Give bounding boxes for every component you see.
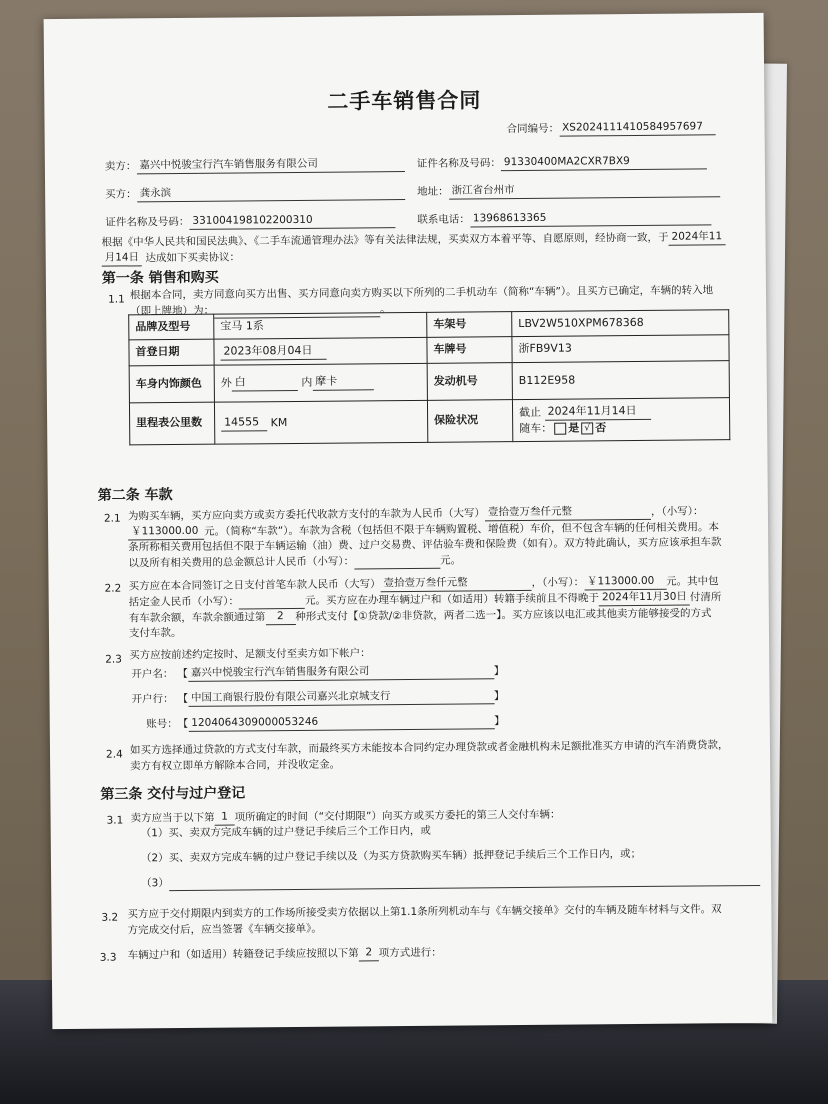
mileage-label: 里程表公里数 <box>129 402 214 445</box>
deposit-field <box>239 595 305 610</box>
insurance-deadline: 2024年11月14日 <box>544 403 650 421</box>
clause-2-4-line-2: 卖方有权立即单方解除本合同，并没收定金。 <box>130 758 341 773</box>
seller-id-row: 证件名称及号码： 91330400MA2CXR7BX9 <box>417 153 707 172</box>
yes-checkbox <box>554 422 566 434</box>
article-2-heading: 第二条 车款 <box>97 487 173 504</box>
interior-color: 摩卡 <box>312 374 373 391</box>
insurance-follow-row: 随车： 是 √ 否 <box>519 421 607 435</box>
agreement-date-a: 2024年11 <box>668 229 725 246</box>
clause-2-1-line-1: 为购买车辆，买方应向卖方或卖方委托代收款方支付的车款为人民币（大写） 壹拾壹万叁仟元整 ，（小写）： <box>127 505 704 523</box>
account-name: 嘉兴中悦骏宝行汽车销售服务有限公司 <box>188 663 494 682</box>
intro-line-2: 月14日 达成如下买卖协议： <box>102 249 240 266</box>
clause-number: 2.3 <box>105 653 122 666</box>
clause-2-4-line-1: 如买方选择通过贷款的方式支付车款，而最终买方未能按本合同约定办理贷款或者金融机构未足额批准买方申请的汽车消费贷款， <box>129 739 729 757</box>
seller-name: 嘉兴中悦骏宝行汽车销售服务有限公司 <box>136 156 404 175</box>
clause-2-2-line-1: 买方应在本合同签订之日支付首笔车款人民币（大写） 壹拾壹万叁仟元整 ，（小写）： ￥113000.00 元。其中包 <box>128 574 719 593</box>
reg-date-value: 2023年08月04日 <box>220 343 326 361</box>
engine-label: 发动机号 <box>427 362 512 400</box>
exterior-color: 白 <box>232 374 298 392</box>
brand-value: 宝马 1系 <box>214 312 427 339</box>
buyer-phone: 13968613365 <box>470 209 711 227</box>
mileage-unit: KM <box>270 415 288 430</box>
clause-2-1-line-4: 以及所有相关费用的总金额总计人民币（小写）： 元。 <box>128 554 462 570</box>
contract-number-value: XS2024111410584957697 <box>559 119 715 137</box>
account-bank-row: 开户行： 【 中国工商银行股份有限公司嘉兴北京城支行 】 <box>131 690 505 706</box>
contract-page <box>44 13 773 1029</box>
article-1-heading: 第一条 销售和购买 <box>101 269 219 287</box>
phone-row: 联系电话： 13968613365 <box>417 209 711 228</box>
mileage-cell <box>214 400 427 444</box>
clause-2-2-line-4: 支付车款。 <box>128 626 182 640</box>
plate-value: 浙FB9V13 <box>512 335 729 363</box>
document-title: 二手车销售合同 <box>327 88 482 114</box>
price-small: ￥113000.00 <box>128 524 204 541</box>
vehicle-info-table <box>128 309 730 445</box>
account-number: 1204064309000053246 <box>188 713 494 732</box>
clause-number: 3.1 <box>106 814 124 827</box>
clause-1-1-line-1: 根据本合同，卖方同意向买方出售、买方同意向卖方购买以下所列的二手机动车（简称“车辆”）。且买方已确定，车辆的转入地 <box>129 284 714 302</box>
buyer-id-row: 证件名称及号码： 331004198102200310 <box>105 212 395 231</box>
plate-label: 车牌号 <box>427 337 512 364</box>
first-payment-upper: 壹拾壹万叁仟元整 <box>380 575 531 593</box>
clause-1-1-line-2: （即上牌地）为： 。 <box>130 303 391 318</box>
account-bank: 中国工商银行股份有限公司嘉兴北京城支行 <box>188 688 494 707</box>
insurance-cell <box>512 398 729 442</box>
clause-2-3-line: 买方应按前述约定按时、足额支付至卖方如下帐户： <box>129 647 371 662</box>
address-row: 地址： 浙江省台州市 <box>417 181 720 200</box>
insurance-deadline-row: 截止 2024年11月14日 <box>519 402 723 421</box>
delivery-option: 1 <box>215 810 235 826</box>
clause-3-3-line: 车辆过户和（如适用）转籍登记手续应按照以下第 2 项方式进行： <box>127 946 442 962</box>
payment-method: 2 <box>265 609 295 625</box>
seller-id: 91330400MA2CXR7BX9 <box>501 153 707 171</box>
clause-3-1-option-3: （3） <box>141 871 760 892</box>
first-payment-small: ￥113000.00 <box>584 574 666 591</box>
balance-deadline: 2024年11月30日 <box>599 590 690 607</box>
buyer-address: 浙江省台州市 <box>449 181 720 200</box>
color-cell: 外 白 内 摩卡 <box>214 363 427 402</box>
vin-label: 车架号 <box>427 312 512 338</box>
reg-date-label: 首登日期 <box>129 339 214 366</box>
agreement-date-b: 月14日 <box>102 250 143 267</box>
clause-number: 3.3 <box>99 951 117 964</box>
buyer-name: 龚永滨 <box>137 184 405 203</box>
reg-date-cell <box>214 337 427 365</box>
clause-3-1-option-2: （2）买、卖双方完成车辆的过户登记手续以及（为买方贷款购买车辆）抵押登记手续后三个工作日内，或； <box>140 847 642 865</box>
engine-value: B112E958 <box>512 361 729 400</box>
transfer-option: 2 <box>359 945 379 961</box>
account-name-row: 开户名： 【 嘉兴中悦骏宝行汽车销售服务有限公司 】 <box>131 665 505 681</box>
price-upper: 壹拾壹万叁仟元整 <box>485 504 651 522</box>
article-3-heading: 第三条 交付与过户登记 <box>100 785 246 803</box>
seller-row: 卖方： 嘉兴中悦骏宝行汽车销售服务有限公司 <box>105 156 405 175</box>
account-number-row: 账号：【 1204064309000053246 】 <box>146 715 505 731</box>
clause-3-2-line-1: 买方应于交付期限内到卖方的工作场所接受卖方依据以上第1.1条所列机动车与《车辆交接单》交付的车辆及随车材料与文件。双 <box>127 903 722 921</box>
clause-2-2-line-2: 括定金人民币（小写）： 元。买方应在办理车辆过户和（如适用）转籍手续前且不得晚于 2024年11月30日 付清所 <box>128 590 722 609</box>
no-checkbox-checked: √ <box>581 422 593 434</box>
clause-number: 2.1 <box>103 512 121 525</box>
clause-3-2-line-2: 方完成交付后，应当签署《车辆交接单》。 <box>127 922 322 937</box>
color-label: 车身内饰颜色 <box>129 365 214 403</box>
vin-value: LBV2W510XPM678368 <box>512 310 729 337</box>
insurance-label: 保险状况 <box>427 399 512 442</box>
total-amount-field <box>354 555 440 570</box>
buyer-id: 331004198102200310 <box>189 212 395 230</box>
clause-2-1-line-3: 条所称相关费用包括但不限于车辆运输（油）费、过户交易费、评估验车费和保险费（如有）。双方特此确认，买方应该承担车款 <box>128 536 722 554</box>
contract-number: 合同编号： XS2024111410584957697 <box>507 119 716 137</box>
clause-2-2-line-3: 有车款余额，车款余额通过第 2 种形式支付【①贷款/②非贷款，两者二选一】。买方应该以电汇或其他卖方能够接受的方式 <box>128 607 712 625</box>
mileage-value: 14555 <box>221 414 267 431</box>
option-3-field <box>169 872 760 891</box>
clause-3-1-option-1: （1）买、卖双方完成车辆的过户登记手续后三个工作日内，或 <box>140 824 431 840</box>
buyer-row: 买方： 龚永滨 <box>105 184 405 203</box>
clause-2-1-line-2: ￥113000.00 元。（简称“车款”）。车款为含税（包括但不限于车辆购置税、增值税）车价，但不包含车辆的任何相关费用。本 <box>128 519 719 540</box>
intro-line-1: 根据《中华人民共和国民法典》、《二手车流通管理办法》等有关法律法规，买卖双方本着平等、自愿原则，经协商一致，于 2024年11 <box>101 229 725 251</box>
clause-number: 3.2 <box>101 911 119 924</box>
clause-number: 1.1 <box>108 293 125 306</box>
clause-3-1-line: 卖方应当于以下第 1 项所确定的时间（“交付期限”）向买方或买方委托的第三人交付车辆： <box>130 808 561 825</box>
brand-label: 品牌及型号 <box>129 314 214 340</box>
clause-number: 2.4 <box>105 748 123 761</box>
clause-number: 2.2 <box>104 582 122 595</box>
